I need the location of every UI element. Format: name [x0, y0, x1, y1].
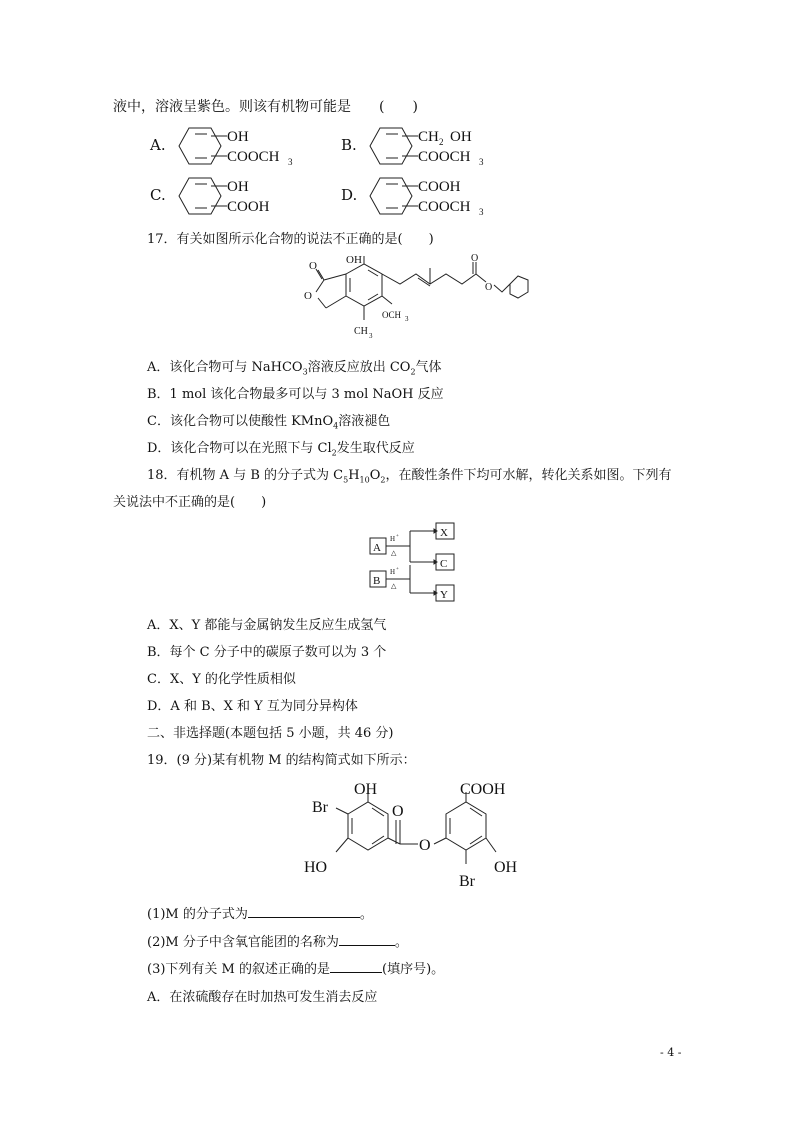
answer-blank[interactable] — [339, 933, 395, 946]
q17-structure — [296, 252, 532, 344]
svg-text:B: B — [373, 575, 381, 587]
q16-stem-continued: 液中，溶液呈紫色。则该有机物可能是 ( ) — [113, 99, 418, 115]
svg-text:3: 3 — [405, 315, 409, 323]
q16-a-cooch3: COOCH — [227, 149, 280, 165]
svg-text:OCH: OCH — [382, 310, 402, 320]
svg-text:3: 3 — [369, 332, 373, 340]
svg-text:O: O — [419, 837, 431, 854]
q16-d-cooh: COOH — [418, 179, 461, 195]
q18-option-a: A．X、Y 都能与金属钠发生反应生成氢气 — [147, 618, 387, 633]
q16-d-cooch3: COOCH — [418, 199, 471, 215]
svg-text:3: 3 — [479, 157, 484, 167]
q16-option-d-letter: D. — [341, 186, 358, 204]
q18-stem-line2: 关说法中不正确的是( ) — [113, 495, 267, 510]
q16-option-c-letter: C. — [150, 186, 166, 204]
svg-text:O: O — [392, 803, 404, 820]
q16-b-cooch3: COOCH — [418, 149, 471, 165]
svg-text:OH: OH — [346, 254, 362, 266]
q17-option-a: A．该化合物可与 NaHCO$_3$溶液反应放出 $CO_2$气体 — [147, 360, 442, 377]
answer-paren: ( ) — [379, 99, 418, 115]
svg-text:C: C — [440, 558, 448, 570]
svg-text:Br: Br — [312, 799, 328, 816]
q16-b-ch2: CH — [418, 129, 439, 145]
svg-text:3: 3 — [479, 207, 484, 217]
svg-text:H: H — [390, 535, 396, 543]
q18-option-b: B．每个 C 分子中的碳原子数可以为 3 个 — [147, 645, 387, 660]
q19-sub1: (1)M 的分子式为 。 — [147, 907, 373, 922]
q17-option-b: B．1 mol 该化合物最多可以与 3 mol NaOH 反应 — [147, 387, 444, 402]
q16-option-b-structure — [366, 124, 496, 168]
svg-text:△: △ — [391, 582, 397, 590]
q19-sub2: (2)M 分子中含氧官能团的名称为 。 — [147, 935, 408, 950]
q16-option-a-letter: A. — [150, 136, 166, 154]
svg-text:+: + — [396, 567, 399, 572]
svg-text:HO: HO — [304, 859, 328, 876]
q18-option-d: D．A 和 B、X 和 Y 互为同分异构体 — [147, 699, 358, 714]
svg-text:A: A — [373, 542, 381, 554]
q16-c-cooh: COOH — [227, 199, 270, 215]
q16-option-a-structure — [175, 124, 305, 168]
q16-option-c-structure — [175, 174, 305, 218]
svg-text:H: H — [390, 568, 396, 576]
page-number: - 4 - — [660, 1046, 682, 1059]
q19-sub3: (3)下列有关 M 的叙述正确的是 (填序号)。 — [147, 962, 445, 977]
svg-text:3: 3 — [288, 157, 293, 167]
svg-text:O: O — [471, 253, 479, 264]
q19-structure — [300, 776, 526, 892]
q16-option-b-letter: B. — [341, 136, 357, 154]
svg-text:X: X — [440, 527, 448, 539]
q16-c-oh: OH — [227, 179, 249, 195]
answer-blank[interactable] — [330, 960, 382, 973]
svg-text:O: O — [304, 290, 312, 302]
svg-text:O: O — [485, 282, 493, 293]
q16-a-oh: OH — [227, 129, 249, 145]
q17-stem: 17．有关如图所示化合物的说法不正确的是( ) — [147, 232, 434, 247]
svg-text:Br: Br — [459, 873, 475, 890]
q17-option-d: D．该化合物可以在光照下与 $Cl_2$发生取代反应 — [147, 441, 415, 458]
svg-text:CH: CH — [354, 326, 368, 337]
answer-blank[interactable] — [248, 905, 360, 918]
q18-diagram — [366, 519, 458, 603]
q18-stem-line1: 18．有机物 A 与 B 的分子式为 $C_5H_{10}O_2$，在酸性条件下均可水解，转化关系如图。下列有 — [147, 468, 672, 485]
svg-text:2: 2 — [439, 137, 444, 147]
svg-text:Y: Y — [440, 589, 448, 601]
svg-text:△: △ — [391, 549, 397, 557]
q19-option-a: A．在浓硫酸存在时加热可发生消去反应 — [147, 990, 378, 1005]
svg-text:+: + — [396, 534, 399, 539]
q16-b-oh: OH — [450, 129, 472, 145]
section-heading: 二、非选择题(本题包括 5 小题，共 46 分) — [147, 726, 394, 741]
q19-stem: 19．(9 分)某有机物 M 的结构简式如下所示： — [147, 753, 416, 768]
svg-text:O: O — [309, 260, 317, 272]
svg-text:COOH: COOH — [460, 781, 506, 798]
svg-text:OH: OH — [494, 859, 518, 876]
svg-text:OH: OH — [354, 781, 378, 798]
q18-option-c: C．X、Y 的化学性质相似 — [147, 672, 296, 687]
q17-option-c: C．该化合物可以使酸性 KMnO$_4$溶液褪色 — [147, 414, 391, 431]
q16-option-d-structure — [366, 174, 496, 218]
